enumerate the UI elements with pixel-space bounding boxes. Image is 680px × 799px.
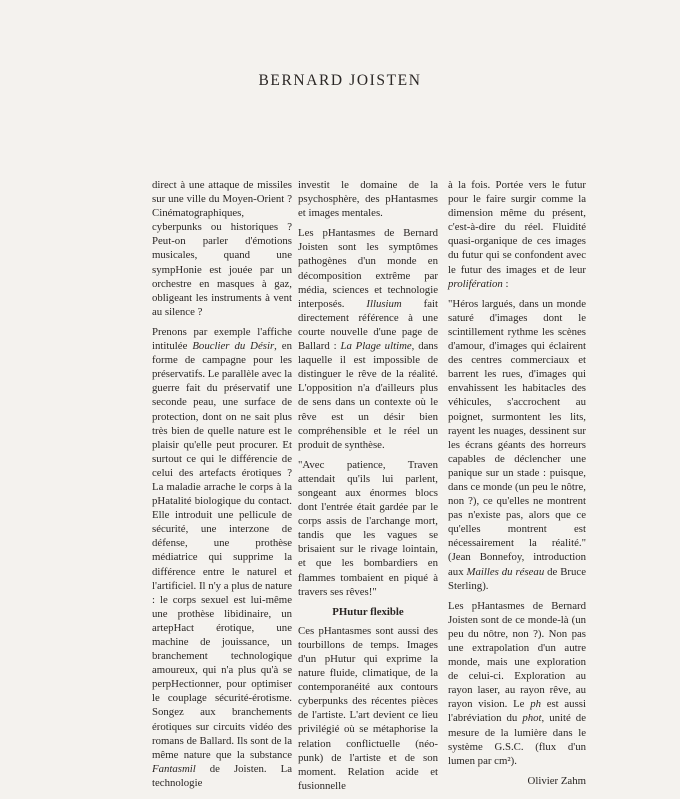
paragraph [448,178,586,291]
book-title: Mailles du réseau [466,565,545,578]
section-heading: PHutur flexible [332,605,404,618]
paragraph-text: de Bruce Sterling). [448,565,586,592]
paragraph [298,624,438,793]
quotation [298,458,438,599]
paragraph [152,178,292,319]
emphasis: prolifération [448,277,503,290]
paragraph [448,599,586,768]
artwork-title: Bouclier du Désir [192,340,275,353]
quotation [448,297,586,593]
paragraph-text: est aussi l'abréviation du [448,698,586,725]
paragraph-text: Ces pHantasmes sont aussi des tourbillons de temps. Images d'un pHutur qui exprime la nature fluide, climatique, de la contemporanéité aux contours cyberpunks des récentes pièces de l'artiste. L'art devient ce lieu privilégié où se métaphorise la relation conflictuelle (néo-punk) de l'artiste et de son moment. Relation acide et fusionnelle [298,624,438,792]
paragraph-text: Prenons par exemple l'affiche intitulée [152,325,292,353]
page-title: BERNARD JOISTEN [258,72,422,89]
paragraph-text: : [502,277,509,290]
paragraph-text: , unité de mesure de la lumière dans le système G.S.C. (flux d'un lumen par cm²). [448,712,586,767]
paragraph-text: de Joisten. La technologie [152,762,292,789]
paragraph-text: , en forme de campagne pour les préservatifs. Le parallèle avec la guerre fait du préservatif une seconde peau, une surface de protection, dont on ne sait plus très bien de quelle nature est le plaisir qu'elle peut procurer. Et surtout ce qui le différencie de celui des artefacts érotiques ? La maladie arrache le corps à la pHatalité biologique du contact. Elle introduit une pellicule de sécurité, une interzone de défense, une prothèse médiatrice qui supprime la différence entre le naturel et l'artificiel. Il n'y a plus de nature : le corps sexuel est lui-même une prothèse libidinaire, un artepHact érotique, une machine de jouissance, un branchement technologique amoureux, qui n'a plus qu'à se perpHectionner, pour optimiser le couplage sécurité-érotisme. Songez aux branchements érotiques sur circuits vidéo des romans de Ballard. Ils sont de la même nature que la substance [152,340,292,761]
paragraph-text: "Héros largués, dans un monde saturé d'images dont le scintillement rythme les scènes d'amour, d'images qui éclairent des centres commerciaux et barrent les rues, d'images qui envahissent les habitacles des véhicules, s'accrochent au poignet, surmontent les lits, rayent les nuages, dessinent sur les écrans géants des horreurs capables de déclencher une panique sur un stade : puisque, dans ce monde (un peu le nôtre, non ?), ce qu'elles ne montrent pas n'existe pas, alors que ce qu'elles montrent est nécessairement la réalité." (Jean Bonnefoy, introduction aux [448,297,586,578]
paragraph-text: Les pHantasmes de Bernard Joisten sont de ce monde-là (un peu du nôtre, non ?). Non pas une extrapolation d'un autre monde, mais une exploration de celui-ci. Exploration au rayon laser, au rayon rêve, au rayon vision. Le [448,599,586,711]
paragraph-text: "Avec patience, Traven attendait qu'ils lui parlent, songeant aux énormes blocs dont l'entrée était gardée par le corps assis de l'archange mort, tandis que les vagues se brisaient sur le rivage lointain, et que les bombardiers en flammes tombaient en piqué à travers ses rêves!" [298,458,438,598]
paragraph [298,178,438,220]
text-column-left [152,178,292,796]
paragraph [152,325,292,790]
artwork-title: Fantasmil [152,762,196,775]
text-column-middle [298,178,438,799]
paragraph-text: à la fois. Portée vers le futur pour le faire surgir comme la dimension même du présent, c'est-à-dire du réel. Fluidité quasi-organique de ces images du futur qui se confondent avec le futur des images et de leur [448,179,586,276]
emphasis: phot [522,712,542,725]
paragraph [298,226,438,452]
paragraph-text: investit le domaine de la psychosphère, des pHantasmes et images mentales. [298,179,438,220]
book-title: La Plage ultime [340,340,412,353]
text-column-right [448,178,586,788]
artwork-title: Illusium [366,297,402,310]
paragraph-text: Les pHantasmes de Bernard Joisten sont les symptômes pathogènes d'un monde en décomposition extrême par média, sciences et technologie interposés. [298,227,438,310]
emphasis: ph [530,698,541,711]
paragraph-text: direct à une attaque de missiles sur une ville du Moyen-Orient ? Cinématographiques, cyberpunks ou historiques ? Peut-on parler d'émotions musicales, quand une sympHonie est jouée par un orchestre en masques à gaz, obligeant les instruments à vent au silence ? [152,179,292,318]
author-signature: Olivier Zahm [527,774,586,787]
paragraph-text: fait directement référence à une courte nouvelle d'une page de Ballard : [298,297,438,353]
paragraph-text: , dans laquelle il est impossible de distinguer le rêve de la réalité. L'opposition n'a d'ailleurs plus de sens dans un contexte où le rêve est un désir bien compréhensible et le réel un produit de synthèse. [298,340,438,451]
